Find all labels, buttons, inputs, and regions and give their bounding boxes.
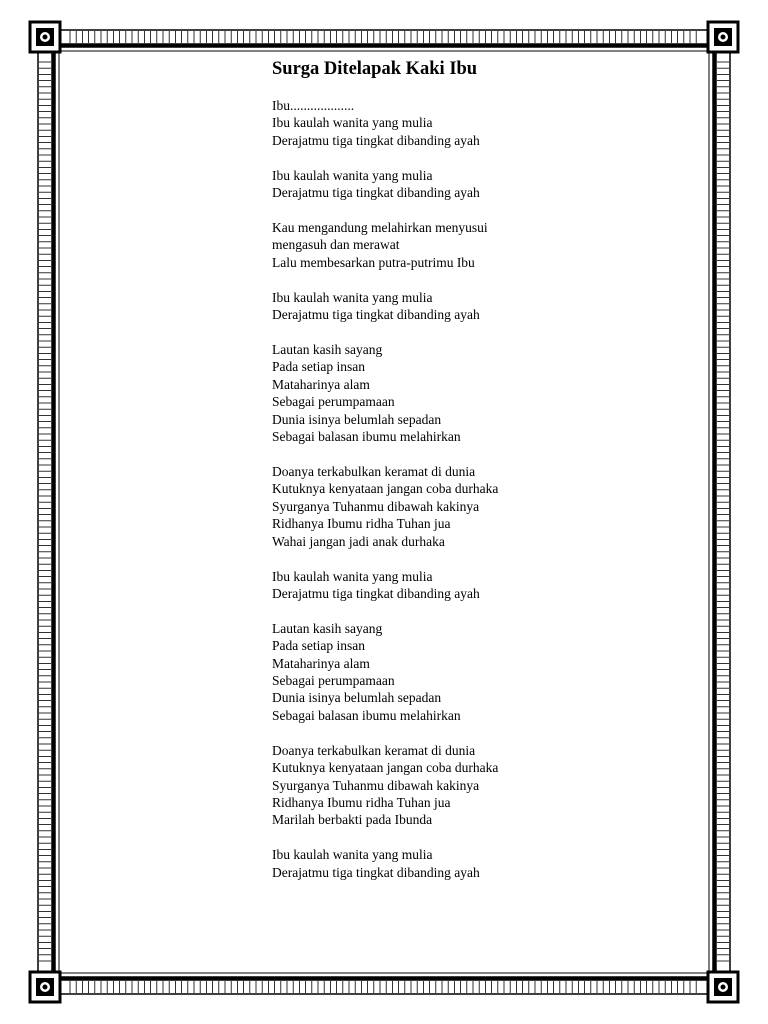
poem-line: Kutuknya kenyataan jangan coba durhaka xyxy=(272,760,499,776)
poem-line: Syurganya Tuhanmu dibawah kakinya xyxy=(272,498,480,514)
poem-line: Lalu membesarkan putra-putrimu Ibu xyxy=(272,254,475,270)
poem-line: Derajatmu tiga tingkat dibanding ayah xyxy=(272,864,480,880)
poem-stanza xyxy=(272,167,692,202)
poem-line: Derajatmu tiga tingkat dibanding ayah xyxy=(272,132,480,148)
poem-line: Doanya terkabulkan keramat di dunia xyxy=(272,742,476,758)
corner-ornament xyxy=(708,22,738,52)
poem-stanza xyxy=(272,846,692,881)
poem-line: Ibu kaulah wanita yang mulia xyxy=(272,847,433,863)
poem-line: Wahai jangan jadi anak durhaka xyxy=(272,533,445,549)
poem-line: Ridhanya Ibumu ridha Tuhan jua xyxy=(272,795,451,810)
poem-line: Ibu kaulah wanita yang mulia xyxy=(272,167,433,183)
poem-stanza xyxy=(272,568,692,603)
poem-line: Sebagai balasan ibumu melahirkan xyxy=(272,707,461,723)
poem-stanza xyxy=(272,742,692,829)
poem-stanzas xyxy=(272,97,692,881)
poem-line: Dunia isinya belumlah sepadan xyxy=(272,411,442,427)
poem-line: Doanya terkabulkan keramat di dunia xyxy=(272,464,476,479)
poem-line: Marilah berbakti pada Ibunda xyxy=(272,812,433,828)
poem-line: mengasuh dan merawat xyxy=(272,237,400,253)
corner-ornament xyxy=(30,972,60,1002)
poem-line: Sebagai perumpamaan xyxy=(272,673,395,689)
poem-line: Pada setiap insan xyxy=(272,359,365,375)
poem-line: Lautan kasih sayang xyxy=(272,342,383,358)
poem-line: Sebagai balasan ibumu melahirkan xyxy=(272,429,461,445)
poem-line: Mataharinya alam xyxy=(272,376,370,392)
poem-line: Mataharinya alam xyxy=(272,655,370,671)
poem-line: Lautan kasih sayang xyxy=(272,620,383,636)
poem-line: Ibu kaulah wanita yang mulia xyxy=(272,115,433,131)
poem-line: Syurganya Tuhanmu dibawah kakinya xyxy=(272,777,480,793)
poem-line: Ibu................... xyxy=(272,98,355,113)
poem-line: Derajatmu tiga tingkat dibanding ayah xyxy=(272,185,480,201)
poem-stanza xyxy=(272,289,692,324)
poem-line: Ridhanya Ibumu ridha Tuhan jua xyxy=(272,516,451,532)
poem-stanza xyxy=(272,341,692,445)
corner-ornament xyxy=(708,972,738,1002)
poem-line: Ibu kaulah wanita yang mulia xyxy=(272,289,433,305)
poem-stanza xyxy=(272,463,692,550)
poem-title: Surga Ditelapak Kaki Ibu xyxy=(272,59,478,79)
poem-line: Derajatmu tiga tingkat dibanding ayah xyxy=(272,585,480,601)
poem-line: Pada setiap insan xyxy=(272,638,365,654)
poem-line: Kau mengandung melahirkan menyusui xyxy=(272,220,488,236)
poem-stanza xyxy=(272,620,692,724)
poem-line: Ibu kaulah wanita yang mulia xyxy=(272,568,433,584)
poem-line: Dunia isinya belumlah sepadan xyxy=(272,690,442,706)
poem-line: Sebagai perumpamaan xyxy=(272,394,395,410)
poem-line: Derajatmu tiga tingkat dibanding ayah xyxy=(272,307,480,323)
poem-line: Kutuknya kenyataan jangan coba durhaka xyxy=(272,481,499,497)
poem-stanza xyxy=(272,97,692,149)
poem-content xyxy=(272,58,692,899)
poem-stanza xyxy=(272,219,692,271)
corner-ornament xyxy=(30,22,60,52)
